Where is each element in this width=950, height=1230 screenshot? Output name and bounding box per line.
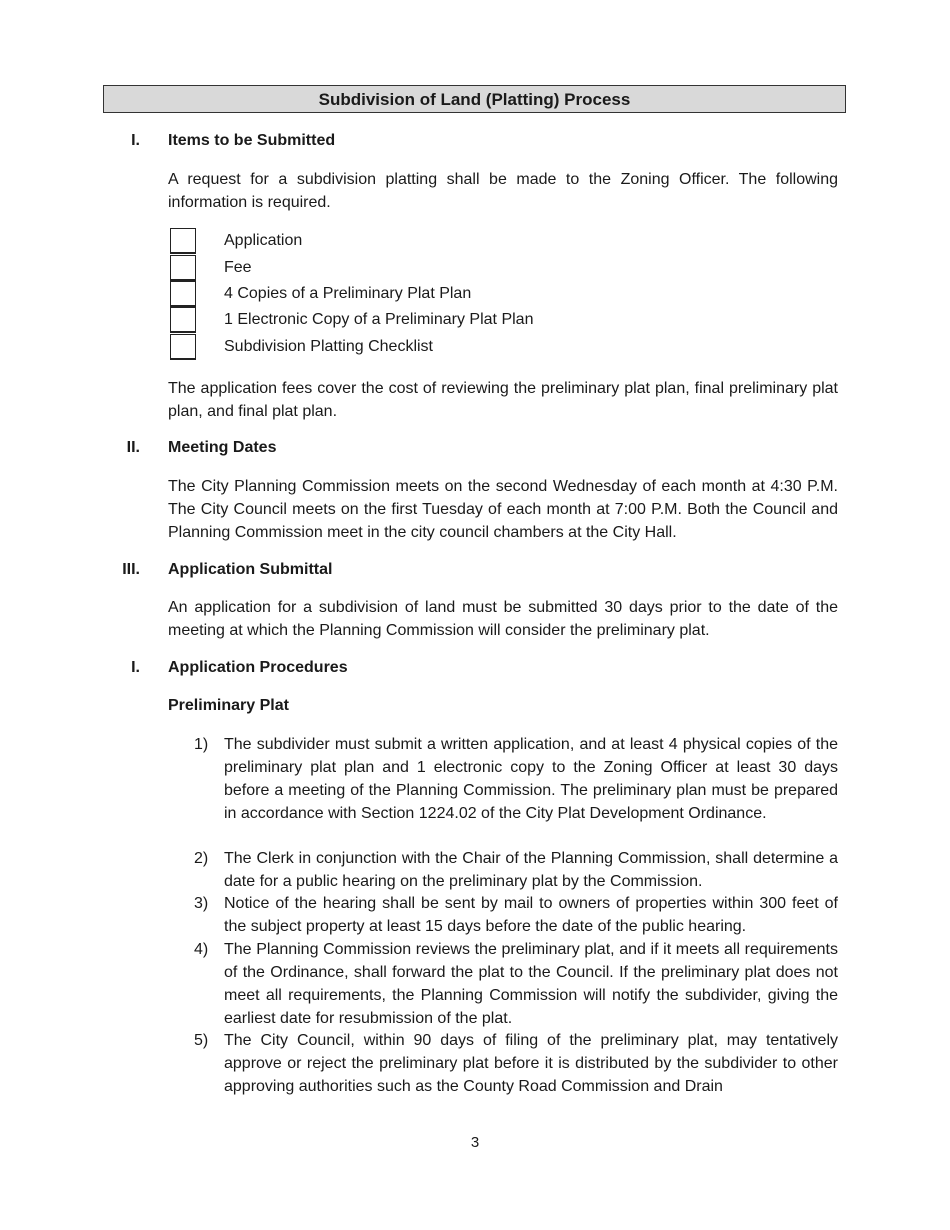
checklist-item-label: Fee	[224, 259, 252, 276]
page-number: 3	[470, 1134, 480, 1151]
page-title: Subdivision of Land (Platting) Process	[103, 85, 846, 113]
checkbox[interactable]	[170, 281, 196, 307]
list-item-text: The Planning Commission reviews the preliminary plat, and if it meets all requirements of the Ordinance, shall forward the plat to the Council. If the preliminary plat does not meet all requirements, the Planning Commission will notify the subdivider, giving the earliest date for resubmission of the plat.	[224, 941, 838, 1027]
checklist-item-label: 1 Electronic Copy of a Preliminary Plat Plan	[224, 311, 534, 328]
checkbox[interactable]	[170, 255, 196, 281]
section-3-heading: Application Submittal	[168, 561, 333, 578]
section-2-body: The City Planning Commission meets on the second Wednesday of each month at 4:30 P.M. The City Council meets on the first Tuesday of each month at 7:00 P.M. Both the Council and Planning Commission meet in the city council chambers at the City Hall.	[168, 478, 838, 541]
list-item-number: 4)	[194, 941, 209, 958]
checkbox[interactable]	[170, 334, 196, 360]
list-item-text: The Clerk in conjunction with the Chair of the Planning Commission, shall determine a date for a public hearing on the preliminary plat by the Commission.	[224, 850, 838, 890]
section-1-intro: A request for a subdivision platting shall be made to the Zoning Officer. The following information is required.	[168, 171, 838, 211]
section-4-numeral: I.	[131, 659, 140, 676]
list-item-text: Notice of the hearing shall be sent by mail to owners of properties within 300 feet of the subject property at least 15 days before the date of the public hearing.	[224, 895, 838, 935]
section-2-heading: Meeting Dates	[168, 439, 277, 456]
section-1-numeral: I.	[131, 132, 140, 149]
list-item-number: 5)	[194, 1032, 209, 1049]
section-4-heading: Application Procedures	[168, 659, 348, 676]
section-3-body: An application for a subdivision of land must be submitted 30 days prior to the date of the meeting at which the Planning Commission will consider the preliminary plat.	[168, 599, 838, 639]
list-item-number: 3)	[194, 895, 209, 912]
list-item-number: 2)	[194, 850, 209, 867]
section-2-numeral: II.	[126, 439, 140, 456]
checklist-item-label: Application	[224, 232, 303, 249]
checklist-item-label: Subdivision Platting Checklist	[224, 338, 433, 355]
checkbox[interactable]	[170, 307, 196, 333]
list-item-text: The subdivider must submit a written application, and at least 4 physical copies of the preliminary plat plan and 1 electronic copy to the Zoning Officer at least 30 days before a meeting of the Planning Commission. The preliminary plan must be prepared in accordance with Section 1224.02 of the City Plat Development Ordinance.	[224, 736, 838, 822]
section-1-note: The application fees cover the cost of reviewing the preliminary plat plan, final preliminary plat plan, and final plat plan.	[168, 380, 838, 420]
section-3-numeral: III.	[122, 561, 140, 578]
list-item-number: 1)	[194, 736, 209, 753]
checkbox[interactable]	[170, 228, 196, 254]
list-item-text: The City Council, within 90 days of filing of the preliminary plat, may tentatively approve or reject the preliminary plat before it is distributed by the subdivider to other approving authorities such as the County Road Commission and Drain	[224, 1032, 838, 1095]
section-1-heading: Items to be Submitted	[168, 132, 336, 149]
preliminary-plat-subheading: Preliminary Plat	[168, 697, 289, 714]
checklist-item-label: 4 Copies of a Preliminary Plat Plan	[224, 285, 472, 302]
